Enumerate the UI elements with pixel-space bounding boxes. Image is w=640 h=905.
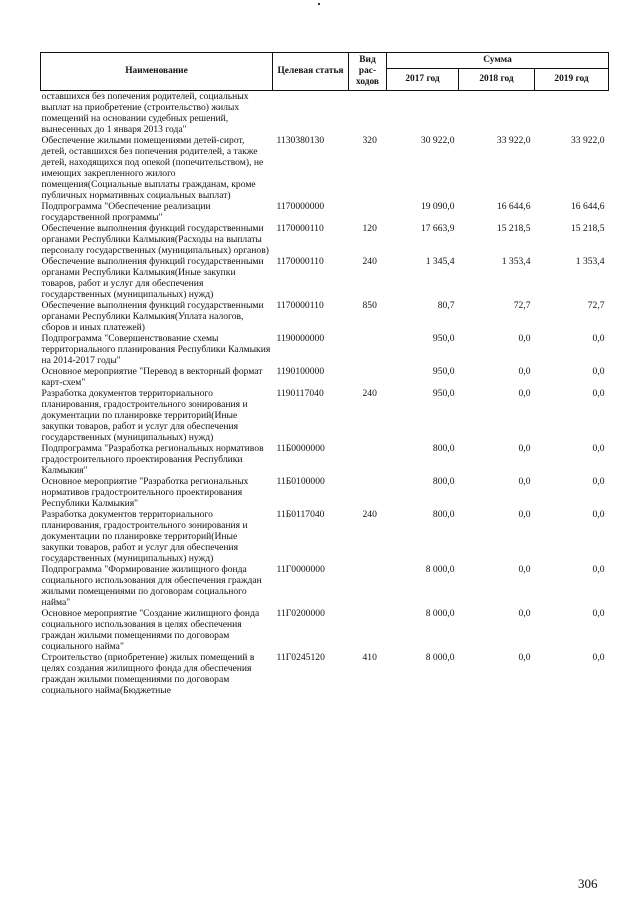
page-number: 306 [578, 876, 598, 891]
row-name: Обеспечение жилыми помещениями детей-сирот, детей, оставшихся без попечения родителей, а также детей, находящихся под опекой (попечительством), не имеющих закрепленного жилого помещения(Социальные выплаты гражданам, кроме публичных нормативных социальных выплат) [41, 135, 264, 201]
table-row [41, 333, 609, 366]
row-expense-type [349, 476, 387, 509]
row-code: 11Б0000000 [276, 443, 325, 454]
table-row [41, 443, 609, 476]
row-sum-2019: 0,0 [592, 564, 605, 575]
table-row [41, 366, 609, 388]
row-name: Подпрограмма "Разработка региональных нормативов градостроительного проектирования Республики Калмыкия" [41, 443, 264, 476]
row-sum-2019: 0,0 [592, 333, 605, 344]
table-row [41, 223, 609, 256]
row-sum-2018: 0,0 [518, 509, 531, 520]
row-sum-2017: 1 345,4 [425, 256, 455, 267]
row-sum-2019: 0,0 [592, 388, 605, 399]
row-code: 11Г0245120 [276, 652, 325, 663]
table-row [41, 509, 609, 564]
table-row [41, 300, 609, 333]
row-expense-type: 120 [362, 223, 377, 234]
row-name: Обеспечение выполнения функций государственными органами Республики Калмыкия(Уплата налогов, сборов и иных платежей) [41, 300, 264, 333]
row-code: 11Г0000000 [276, 564, 325, 575]
row-sum-2017: 80,7 [437, 300, 455, 311]
table-row [41, 608, 609, 652]
row-sum-2017: 800,0 [432, 509, 455, 520]
row-code: 1170000110 [276, 256, 324, 267]
row-sum-2017: 800,0 [432, 476, 455, 487]
budget-table [40, 52, 609, 696]
row-code: 1190100000 [276, 366, 325, 377]
row-sum-2019: 0,0 [592, 652, 605, 663]
row-code: 1130380130 [276, 135, 325, 146]
row-sum-2018: 0,0 [518, 388, 531, 399]
row-sum-2018 [459, 91, 535, 136]
row-sum-2017 [387, 91, 459, 136]
row-expense-type [349, 366, 387, 388]
row-sum-2017: 8 000,0 [425, 564, 455, 575]
row-sum-2018: 0,0 [518, 366, 531, 377]
row-sum-2018: 0,0 [518, 652, 531, 663]
row-sum-2019: 72,7 [587, 300, 605, 311]
row-code: 11Б0100000 [276, 476, 325, 487]
row-name: Подпрограмма "Формирование жилищного фонда социального использования для обеспечения граждан жилыми помещениями по договорам социального найма" [41, 564, 262, 608]
table-row [41, 91, 609, 136]
row-sum-2017: 19 090,0 [420, 201, 455, 212]
row-code: 1170000110 [276, 300, 324, 311]
row-sum-2018: 15 218,5 [496, 223, 531, 234]
row-expense-type [349, 564, 387, 608]
row-name: Разработка документов территориального планирования, градостроительного зонирования и документации по планировке территорий(Иные закупки товаров, работ и услуг для обеспечения государственных (муниципальных) нужд) [41, 388, 248, 443]
row-sum-2017: 950,0 [432, 366, 455, 377]
row-name: оставшихся без попечения родителей, социальных выплат на приобретение (строительство) жилых помещений на основании судебных решений, вынесенных до 1 января 2013 года" [41, 91, 249, 135]
row-sum-2018: 33 922,0 [496, 135, 531, 146]
table-header [41, 53, 609, 91]
row-sum-2018: 0,0 [518, 608, 531, 619]
row-sum-2017: 800,0 [432, 443, 455, 454]
header-year-2019: 2019 год [535, 69, 609, 91]
row-sum-2019: 33 922,0 [570, 135, 605, 146]
row-sum-2019 [535, 91, 609, 136]
row-code: 1170000110 [276, 223, 324, 234]
row-sum-2019: 0,0 [592, 608, 605, 619]
row-sum-2017: 17 663,9 [420, 223, 455, 234]
row-name: Разработка документов территориального планирования, градостроительного зонирования и документации по планировке территорий(Иные закупки товаров, работ и услуг для обеспечения государственных (муниципальных) нужд) [41, 509, 248, 564]
header-article: Целевая статья [273, 53, 349, 91]
row-name: Основное мероприятие "Перевод в векторный формат карт-схем" [41, 366, 263, 388]
row-code: 1190000000 [276, 333, 325, 344]
row-sum-2018: 0,0 [518, 476, 531, 487]
table-row [41, 201, 609, 223]
row-sum-2019: 0,0 [592, 476, 605, 487]
header-sum: Сумма [387, 53, 609, 69]
row-name: Основное мероприятие "Разработка региональных нормативов градостроительного проектирования Республики Калмыкия" [41, 476, 249, 509]
row-sum-2019: 0,0 [592, 509, 605, 520]
row-expense-type: 320 [362, 135, 377, 146]
row-expense-type [349, 443, 387, 476]
row-name: Обеспечение выполнения функций государственными органами Республики Калмыкия(Расходы на выплаты персоналу государственных (муниципальных) органов) [41, 223, 269, 256]
row-sum-2019: 16 644,6 [570, 201, 605, 212]
header-name: Наименование [41, 53, 273, 91]
row-sum-2017: 950,0 [432, 333, 455, 344]
header-year-2018: 2018 год [459, 69, 535, 91]
row-code [273, 91, 349, 136]
row-name: Обеспечение выполнения функций государственными органами Республики Калмыкия(Иные закупки товаров, работ и услуг для обеспечения государственных (муниципальных) нужд) [41, 256, 264, 300]
row-name: Основное мероприятие "Создание жилищного фонда социального использования в целях обеспечения граждан жилыми помещениями по договорам социального найма" [41, 608, 260, 652]
table-row [41, 256, 609, 300]
row-code: 11Б0117040 [276, 509, 325, 520]
row-code: 11Г0200000 [276, 608, 325, 619]
row-sum-2018: 0,0 [518, 443, 531, 454]
row-sum-2018: 1 353,4 [501, 256, 531, 267]
table-row [41, 135, 609, 201]
row-expense-type: 240 [362, 388, 377, 399]
row-sum-2017: 8 000,0 [425, 608, 455, 619]
row-sum-2018: 16 644,6 [496, 201, 531, 212]
row-expense-type [349, 91, 387, 136]
row-name: Подпрограмма "Совершенствование схемы территориального планирования Республики Калмыкия на 2014-2017 годы" [41, 333, 271, 366]
table-body [41, 91, 609, 697]
header-year-2017: 2017 год [387, 69, 459, 91]
header-expense-type: Вид рас- ходов [349, 53, 387, 91]
row-expense-type [349, 201, 387, 223]
row-sum-2019: 1 353,4 [575, 256, 605, 267]
table-row [41, 388, 609, 443]
table-row [41, 652, 609, 696]
row-code: 1170000000 [276, 201, 325, 212]
row-expense-type: 850 [362, 300, 377, 311]
row-sum-2017: 950,0 [432, 388, 455, 399]
row-expense-type: 410 [362, 652, 377, 663]
row-expense-type: 240 [362, 509, 377, 520]
row-sum-2018: 72,7 [513, 300, 531, 311]
row-name: Строительство (приобретение) жилых помещений в целях создания жилищного фонда для обеспечения граждан жилыми помещениями по договорам социального найма(Бюджетные [41, 652, 255, 696]
row-sum-2018: 0,0 [518, 564, 531, 575]
row-name: Подпрограмма "Обеспечение реализации государственной программы" [41, 201, 211, 223]
row-sum-2018: 0,0 [518, 333, 531, 344]
row-sum-2017: 8 000,0 [425, 652, 455, 663]
row-sum-2019: 0,0 [592, 443, 605, 454]
row-sum-2019: 0,0 [592, 366, 605, 377]
row-expense-type [349, 333, 387, 366]
row-sum-2019: 15 218,5 [570, 223, 605, 234]
row-expense-type: 240 [362, 256, 377, 267]
scan-speck [318, 3, 320, 5]
row-sum-2017: 30 922,0 [420, 135, 455, 146]
row-code: 1190117040 [276, 388, 324, 399]
row-expense-type [349, 608, 387, 652]
table-row [41, 564, 609, 608]
table-row [41, 476, 609, 509]
